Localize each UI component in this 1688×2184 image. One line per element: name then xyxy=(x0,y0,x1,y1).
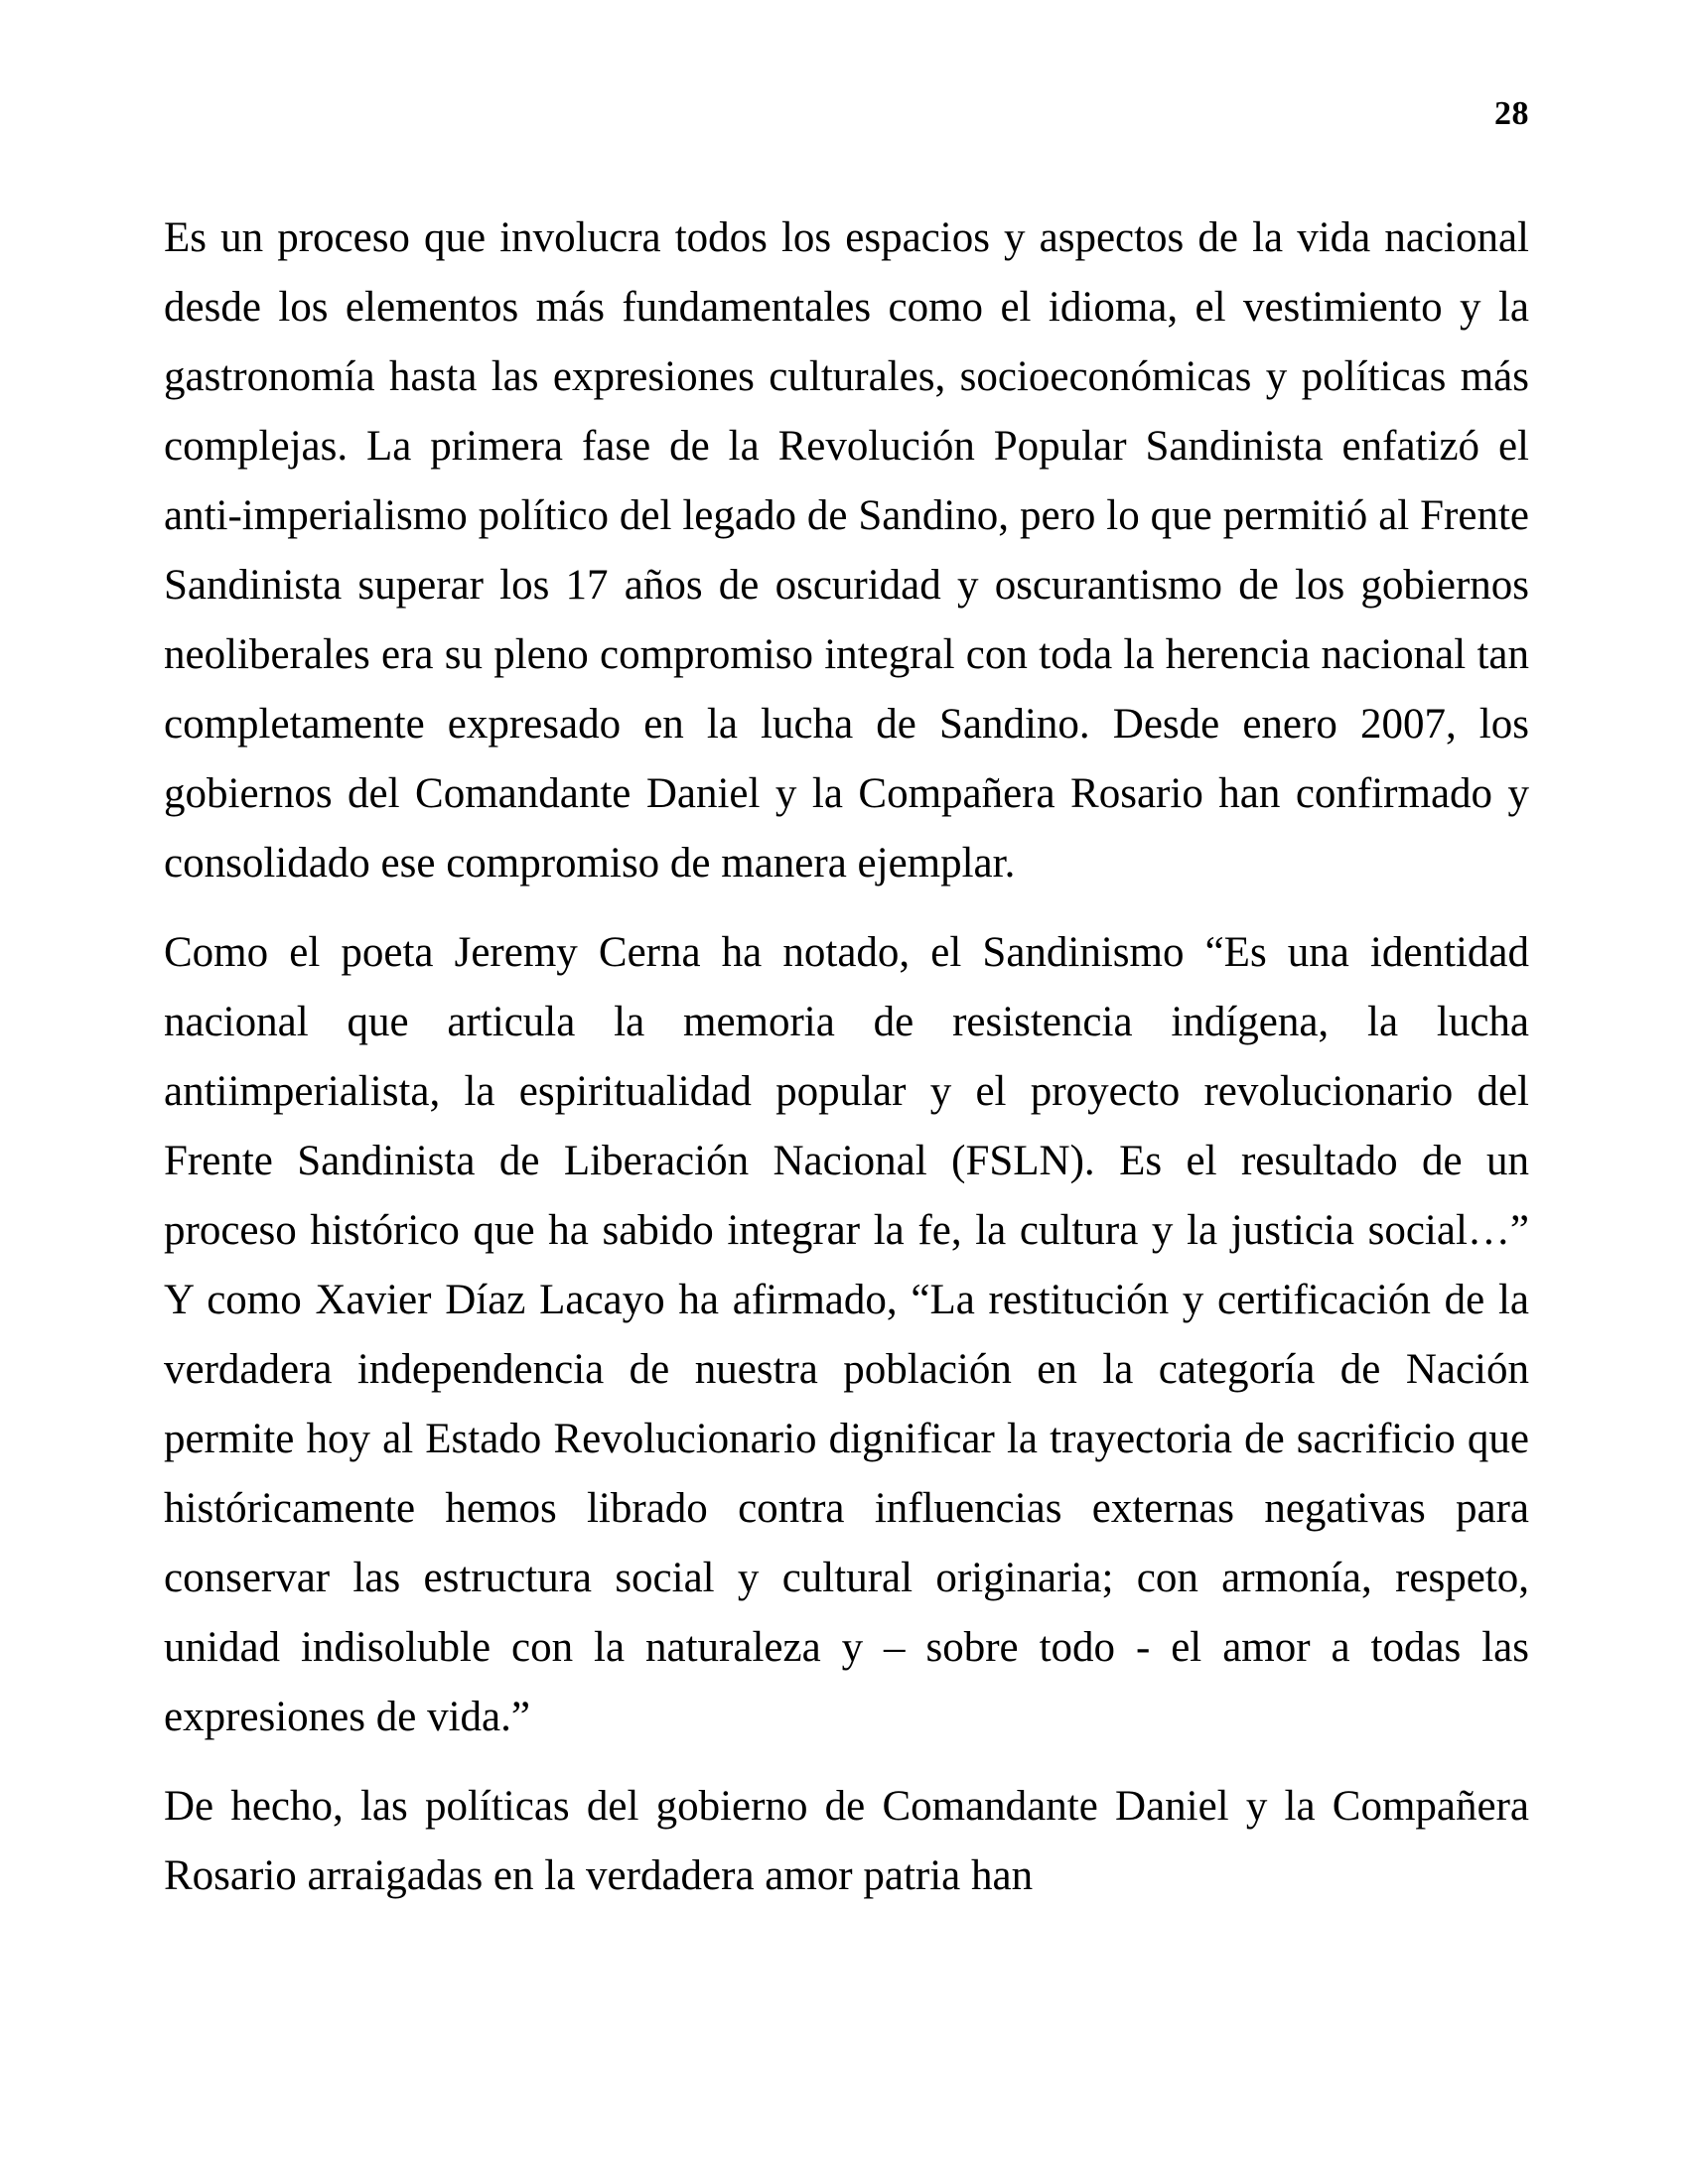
page-header xyxy=(164,91,1529,137)
body-text-column xyxy=(164,204,1529,1911)
paragraph-3: De hecho, las políticas del gobierno de Comandante Daniel y la Compañera Rosario arraigadas en la verdadera amor patria han xyxy=(164,1783,1529,1899)
paragraph-1: Es un proceso que involucra todos los espacios y aspectos de la vida nacional desde los elementos más fundamentales como el idioma, el vestimiento y la gastronomía hasta las expresiones culturales, socioeconómicas y políticas más complejas. La primera fase de la Revolución Popular Sandinista enfatizó el anti-imperialismo político del legado de Sandino, pero lo que permitió al Frente Sandinista superar los 17 años de oscuridad y oscurantismo de los gobiernos neoliberales era su pleno compromiso integral con toda la herencia nacional tan completamente expresado en la lucha de Sandino. Desde enero 2007, los gobiernos del Comandante Daniel y la Compañera Rosario han confirmado y consolidado ese compromiso de manera ejemplar. xyxy=(164,214,1529,887)
paragraph-2: Como el poeta Jeremy Cerna ha notado, el Sandinismo “Es una identidad nacional que articula la memoria de resistencia indígena, la lucha antiimperialista, la espiritualidad popular y el proyecto revolucionario del Frente Sandinista de Liberación Nacional (FSLN). Es el resultado de un proceso histórico que ha sabido integrar la fe, la cultura y la justicia social…” Y como Xavier Díaz Lacayo ha afirmado, “La restitución y certificación de la verdadera independencia de nuestra población en la categoría de Nación permite hoy al Estado Revolucionario dignificar la trayectoria de sacrificio que históricamente hemos librado contra influencias externas negativas para conservar las estructura social y cultural originaria; con armonía, respeto, unidad indisoluble con la naturaleza y – sobre todo - el amor a todas las expresiones de vida.” xyxy=(164,929,1529,1740)
page-number: 28 xyxy=(1494,95,1529,132)
